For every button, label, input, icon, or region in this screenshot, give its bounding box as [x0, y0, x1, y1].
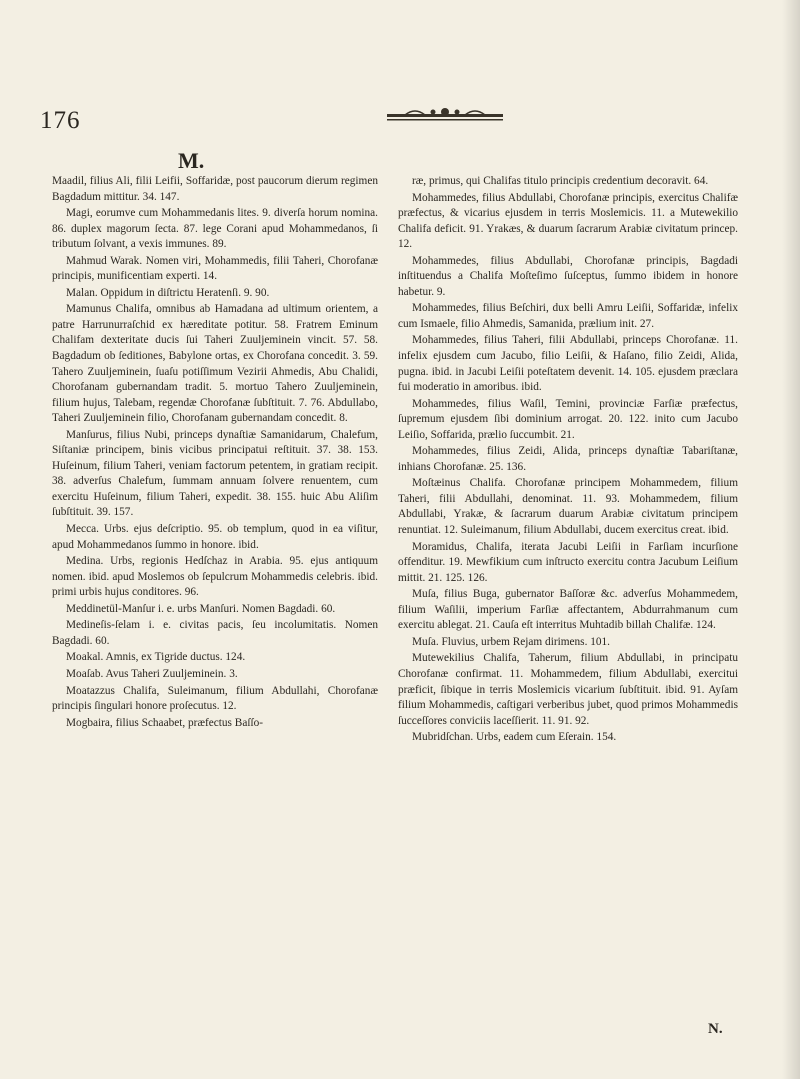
index-entry: Moramidus, Chalifa, iterata Jacubi Leiſii in Farſiam incurſione offenditur. 19. Mewfikium cum inſtructo exercitu contra Jacubum Leiſium mittit. 21. 125. 126.	[398, 540, 738, 584]
index-entry: Mubridſchan. Urbs, eadem cum Eſerain. 154.	[412, 731, 617, 744]
index-entry: Moaſab. Avus Taheri Zuuljeminein. 3.	[66, 667, 238, 680]
index-entry: Medina. Urbs, regionis Hedſchaz in Arabia. 95. ejus antiquum nomen. ibid. apud Moslemos ob ſepulcrum Mohammedis celebris. ibid. primi urbis hujus conditores. 96.	[52, 555, 378, 599]
index-column-right	[398, 174, 738, 747]
index-entry: ræ, primus, qui Chalifas titulo principis credentium decoravit. 64.	[412, 175, 709, 187]
index-entry: Muſa. Fluvius, urbem Rejam dirimens. 101.	[412, 635, 610, 648]
index-entry: Malan. Oppidum in diſtrictu Heratenſi. 9. 90.	[66, 286, 270, 299]
index-entry: Mutewekilius Chalifa, Taherum, filium Abdullabi, in principatu Chorofanæ confirmat. 11. Mohammedem, filium Abdullabi, exercitui præficit, ſibique in terris Moslemicis vicarium ſubſtituit. ibid. 91. Ayſam filium Mohammedis, caſtigari verberibus jubet, quod primos Mohammedis ſucceſſores conviciis laceſſierit. 11. 91. 92.	[398, 652, 738, 727]
section-heading: M.	[178, 148, 205, 173]
index-entry: Moatazzus Chalifa, Suleimanum, filium Abdullahi, Chorofanæ principis ſingulari honore proſecutus. 12.	[52, 684, 378, 713]
header-ornament	[385, 107, 505, 125]
index-entry: Mahmud Warak. Nomen viri, Mohammedis, filii Taheri, Chorofanæ principis, munificentiam experti. 14.	[52, 254, 378, 283]
index-entry: Magi, eorumve cum Mohammedanis lites. 9. diverſa horum nomina. 86. duplex magorum ſecta. 87. lege Corani apud Mohammedanos, ſi tributum ſolvant, a vexis immunes. 89.	[52, 207, 378, 251]
catchword: N.	[708, 1021, 723, 1037]
index-entry: Moſtæinus Chalifa. Chorofanæ principem Mohammedem, filium Taheri, filii Abdullahi, denominat. 11. 93. Mohammedem, filium Abdullabi, Yrakæ, & ſacrarum duarum Arabiæ civitatum principem renuntiat. 12. Suleimanum, filium Abdullabi, ducem exercitus creat. ibid.	[398, 477, 738, 537]
index-entry: Mogbaira, filius Schaabet, præfectus Baſſo-	[66, 716, 264, 729]
index-entry: Manſurus, filius Nubi, princeps dynaſtiæ Samanidarum, Chalefum, Siſtaniæ principem, binis vicibus principatui reſtituit. 37. 38. 153. Huſeinum, filium Taheri, veniam factorum petentem, in gratiam recipit. 38. adverſus Chalefum, ſummam annuam ſolvere renuentem, cum exercitu Huſeinum, filium Taheri, expedit. 38. 155. huic Abu Aliſim ſubſtituit. 39. 157.	[52, 428, 378, 519]
index-entry: Mecca. Urbs. ejus deſcriptio. 95. ob templum, quod in ea viſitur, apud Mohammedanos ſummo in honore. ibid.	[52, 523, 378, 551]
index-entry: Mohammedes, filius Zeidi, Alida, princeps dynaſtiæ Tabariſtanæ, inhians Chorofanæ. 25. 136.	[398, 445, 738, 473]
index-column-left	[52, 174, 378, 732]
index-entry: Meddinetül-Manſur i. e. urbs Manſuri. Nomen Bagdadi. 60.	[66, 602, 336, 615]
index-entry: Mohammedes, filius Waſil, Temini, provinciæ Farſiæ præfectus, ſupremum ejusdem ſibi dominium arrogat. 20. 122. inito cum Jacubo Leiſio, Soffarida, prælio ſuccumbit. 21.	[398, 397, 738, 441]
index-entry: Mohammedes, filius Taheri, filii Abdullabi, princeps Chorofanæ. 11. infelix ejusdem cum Jacubo, filio Leiſii, & Haſano, filio Zeidi, Alida, pugna. ibid. in Jacubi Leiſii poteſtatem devenit. 14. 105. ejusdem præclara fui moderatio in amoribus. ibid.	[398, 334, 738, 394]
index-entry: Maadil, filius Ali, filii Leifii, Soffaridæ, post paucorum dierum regimen Bagdadum mittitur. 34. 147.	[52, 175, 378, 203]
page-number: 176	[40, 107, 81, 134]
index-entry: Mohammedes, filius Abdullabi, Chorofanæ principis, exercitus Chalifæ præfectus, & vicarius ejusdem in terris Moslemicis. 11. a Mutewekilio Chalifa deficit. 91. Yrakæs, & duarum ſacrarum Arabiæ civitatum princep. 12.	[398, 191, 738, 251]
index-entry: Muſa, filius Buga, gubernator Baſſoræ &c. adverſus Mohammedem, filium Waſilii, imperium Farſiæ affectantem, Abdurrahmanum cum exercitu ablegat. 21. Cauſa eſt interritus Muhtadib billah Chalifæ. 124.	[398, 588, 738, 632]
page-edge-shadow	[782, 0, 800, 1079]
index-entry: Moakal. Amnis, ex Tigride ductus. 124.	[66, 651, 246, 664]
index-entry: Mohammedes, filius Beſchiri, dux belli Amru Leiſii, Soffaridæ, infelix cum Ismaele, filio Ahmedis, Samanida, prælium init. 27.	[398, 302, 738, 330]
index-entry: Medineſis-ſelam i. e. civitas pacis, ſeu incolumitatis. Nomen Bagdadi. 60.	[52, 619, 378, 647]
index-entry: Mamunus Chalifa, omnibus ab Hamadana ad ultimum orientem, a patre Harrunurraſchid ex hæreditate potitur. 58. Fratrem Eminum Chalifam dexteritate ducis ſui Taheri Zuuljeminein vincit. 57. 58. Bagdadum ob ſeditiones, Babylone ortas, ex Chorofana concedit. 3. 59. Tahero Zuuljeminein, ſuaſu potiſſimum Vezirii Ahmedis, Abu Chalidi, Chorofanam gubernandam tradit. 5. mortuo Tahero Zuuljeminein, filium hujus, Talebam, regendæ Chorofanæ ſubſtituit. 7. 76. Abdullabo, Taheri Zuuljeminein filio, Chorofanam gubernandam concedit. 8.	[52, 303, 378, 425]
index-entry: Mohammedes, filius Abdullabi, Chorofanæ principis, Bagdadi inſtituendus a Chalifa Moſteſimo ſuſceptus, ſummo ibidem in honore habetur. 9.	[398, 254, 738, 298]
